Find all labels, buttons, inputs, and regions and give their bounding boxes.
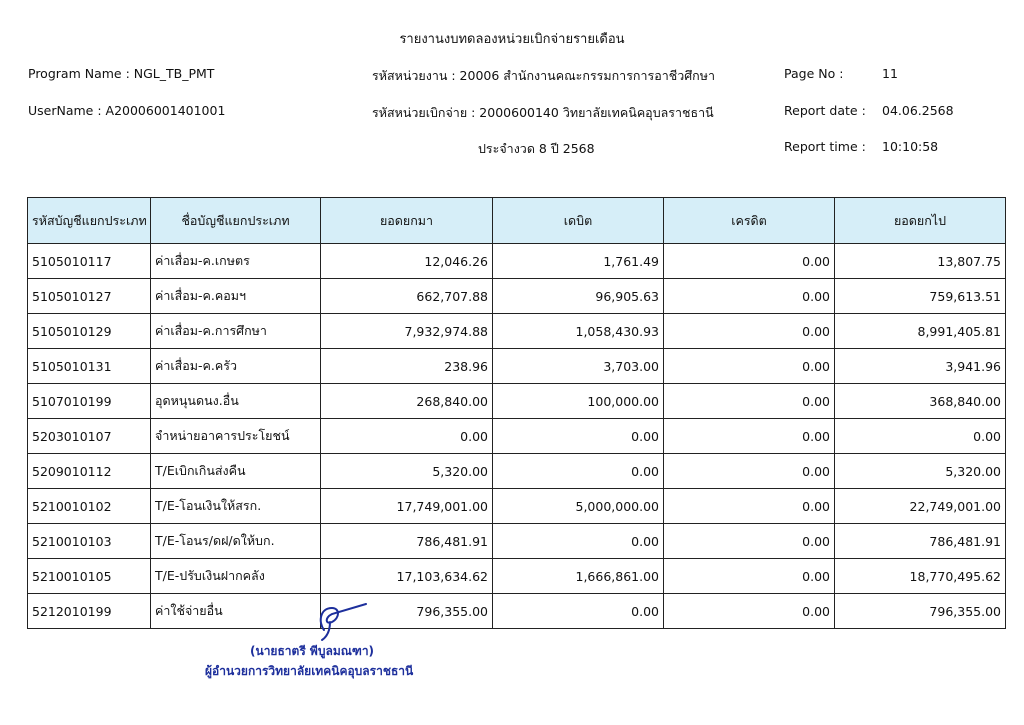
cell-account-name: จำหน่ายอาคารประโยชน์: [151, 419, 321, 454]
cell-credit: 0.00: [664, 419, 835, 454]
page-number-label: Page No :: [784, 66, 844, 81]
cell-account-name: อุดหนุนดนง.อื่น: [151, 384, 321, 419]
cell-account-name: ค่าเสื่อม-ค.คอมฯ: [151, 279, 321, 314]
disbursement-unit: รหัสหน่วยเบิกจ่าย : 2000600140 วิทยาลัยเทคนิคอุบลราชธานี: [372, 105, 714, 120]
cell-account-name: ค่าเสื่อม-ค.ครัว: [151, 349, 321, 384]
cell-account-name: T/E-ปรับเงินฝากคลัง: [151, 559, 321, 594]
table-row: [28, 559, 1006, 594]
cell-debit: 100,000.00: [493, 384, 664, 419]
table-row: [28, 384, 1006, 419]
cell-account-name: T/Eเบิกเกินส่งคืน: [151, 454, 321, 489]
program-name: Program Name : NGL_TB_PMT: [28, 66, 215, 81]
cell-closing-balance: 759,613.51: [835, 279, 1006, 314]
cell-closing-balance: 796,355.00: [835, 594, 1006, 629]
signer-position: ผู้อำนวยการวิทยาลัยเทคนิคอุบลราชธานี: [205, 664, 414, 678]
cell-closing-balance: 5,320.00: [835, 454, 1006, 489]
cell-debit: 0.00: [493, 524, 664, 559]
report-period: ประจำงวด 8 ปี 2568: [478, 141, 595, 156]
signer-name: (นายธาตรี พีบูลมณฑา): [250, 644, 375, 658]
cell-opening-balance: 786,481.91: [321, 524, 493, 559]
cell-opening-balance: 5,320.00: [321, 454, 493, 489]
cell-account-code: 5105010127: [28, 279, 151, 314]
cell-account-code: 5105010117: [28, 244, 151, 279]
table-row: [28, 314, 1006, 349]
cell-opening-balance: 662,707.88: [321, 279, 493, 314]
report-date-label: Report date :: [784, 103, 866, 118]
user-name: UserName : A20006001401001: [28, 103, 226, 118]
cell-account-code: 5107010199: [28, 384, 151, 419]
table-row: [28, 594, 1006, 629]
cell-opening-balance: 7,932,974.88: [321, 314, 493, 349]
column-header-account-code: รหัสบัญชีแยกประเภท: [28, 198, 151, 244]
cell-debit: 3,703.00: [493, 349, 664, 384]
table-row: [28, 279, 1006, 314]
cell-debit: 5,000,000.00: [493, 489, 664, 524]
page-number: 11: [882, 66, 898, 81]
cell-closing-balance: 13,807.75: [835, 244, 1006, 279]
cell-credit: 0.00: [664, 384, 835, 419]
cell-credit: 0.00: [664, 349, 835, 384]
cell-closing-balance: 8,991,405.81: [835, 314, 1006, 349]
cell-opening-balance: 796,355.00: [321, 594, 493, 629]
department-code: รหัสหน่วยงาน : 20006 สำนักงานคณะกรรมการการอาชีวศึกษา: [372, 68, 716, 83]
cell-opening-balance: 268,840.00: [321, 384, 493, 419]
report-time-label: Report time :: [784, 139, 866, 154]
cell-account-code: 5210010103: [28, 524, 151, 559]
cell-debit: 1,058,430.93: [493, 314, 664, 349]
table-row: [28, 419, 1006, 454]
cell-credit: 0.00: [664, 559, 835, 594]
cell-debit: 96,905.63: [493, 279, 664, 314]
cell-account-code: 5210010102: [28, 489, 151, 524]
cell-debit: 0.00: [493, 419, 664, 454]
table-row: [28, 454, 1006, 489]
cell-debit: 1,666,861.00: [493, 559, 664, 594]
table-row: [28, 524, 1006, 559]
column-header-opening-balance: ยอดยกมา: [321, 198, 493, 244]
report-time: 10:10:58: [882, 139, 939, 154]
cell-closing-balance: 786,481.91: [835, 524, 1006, 559]
cell-account-code: 5209010112: [28, 454, 151, 489]
cell-credit: 0.00: [664, 489, 835, 524]
cell-debit: 1,761.49: [493, 244, 664, 279]
cell-opening-balance: 0.00: [321, 419, 493, 454]
report-date: 04.06.2568: [882, 103, 954, 118]
cell-account-name: ค่าเสื่อม-ค.การศึกษา: [151, 314, 321, 349]
signature-scribble: [310, 600, 380, 642]
table-row: [28, 349, 1006, 384]
cell-opening-balance: 12,046.26: [321, 244, 493, 279]
report-title: รายงานงบทดลองหน่วยเบิกจ่ายรายเดือน: [399, 32, 625, 47]
table-header-row: [28, 198, 1006, 244]
cell-credit: 0.00: [664, 454, 835, 489]
column-header-credit: เครดิต: [664, 198, 835, 244]
cell-account-name: ค่าใช้จ่ายอื่น: [151, 594, 321, 629]
cell-account-name: ค่าเสื่อม-ค.เกษตร: [151, 244, 321, 279]
cell-debit: 0.00: [493, 594, 664, 629]
cell-account-code: 5105010129: [28, 314, 151, 349]
cell-opening-balance: 17,749,001.00: [321, 489, 493, 524]
cell-closing-balance: 3,941.96: [835, 349, 1006, 384]
cell-credit: 0.00: [664, 244, 835, 279]
cell-closing-balance: 18,770,495.62: [835, 559, 1006, 594]
cell-credit: 0.00: [664, 279, 835, 314]
cell-debit: 0.00: [493, 454, 664, 489]
cell-credit: 0.00: [664, 314, 835, 349]
cell-credit: 0.00: [664, 594, 835, 629]
column-header-closing-balance: ยอดยกไป: [835, 198, 1006, 244]
table-row: [28, 244, 1006, 279]
column-header-account-name: ชื่อบัญชีแยกประเภท: [151, 198, 321, 244]
cell-closing-balance: 22,749,001.00: [835, 489, 1006, 524]
cell-account-code: 5105010131: [28, 349, 151, 384]
cell-closing-balance: 368,840.00: [835, 384, 1006, 419]
cell-account-code: 5210010105: [28, 559, 151, 594]
cell-account-name: T/E-โอนเงินให้สรก.: [151, 489, 321, 524]
cell-opening-balance: 17,103,634.62: [321, 559, 493, 594]
cell-account-code: 5212010199: [28, 594, 151, 629]
column-header-debit: เดบิต: [493, 198, 664, 244]
cell-opening-balance: 238.96: [321, 349, 493, 384]
cell-credit: 0.00: [664, 524, 835, 559]
table-row: [28, 489, 1006, 524]
cell-closing-balance: 0.00: [835, 419, 1006, 454]
cell-account-code: 5203010107: [28, 419, 151, 454]
cell-account-name: T/E-โอนร/ดฝ/ดให้บก.: [151, 524, 321, 559]
trial-balance-table: [27, 197, 1006, 629]
